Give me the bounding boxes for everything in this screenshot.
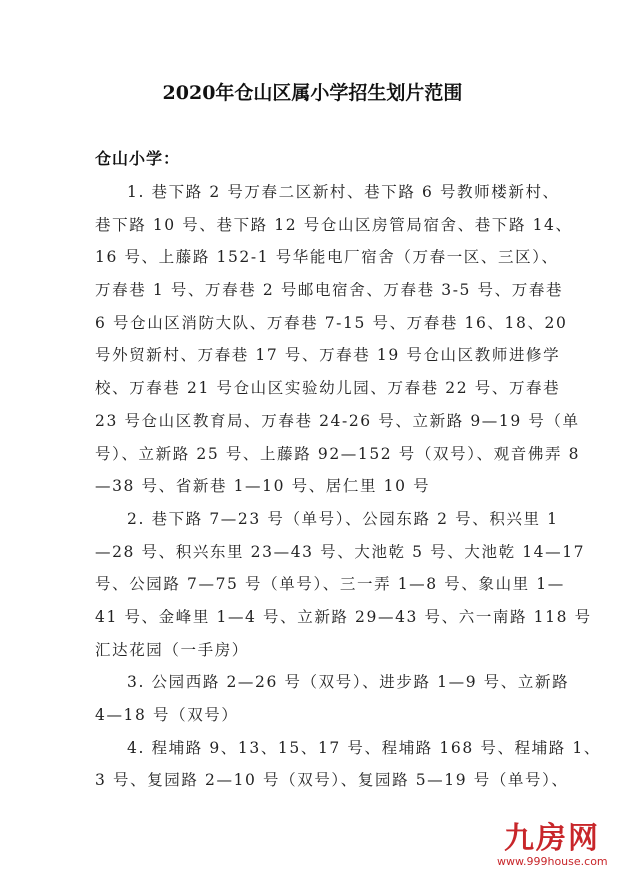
brand-url: www.999house.com (497, 855, 608, 868)
text-line: 巷下路 10 号、巷下路 12 号仓山区房管局宿舍、巷下路 14、 (95, 215, 573, 234)
text-line: 3. 公园西路 2—26 号（双号）、进步路 1—9 号、立新路 (127, 673, 570, 692)
document-body (95, 176, 601, 797)
text-line: 号）、立新路 25 号、上藤路 92—152 号（双号）、观音佛弄 8 (95, 444, 581, 463)
text-line: 校、万春巷 21 号仓山区实验幼儿园、万春巷 22 号、万春巷 (95, 379, 561, 398)
text-line: 2. 巷下路 7—23 号（单号）、公园东路 2 号、积兴里 1 (127, 509, 559, 528)
text-line: 4—18 号（双号） (95, 706, 239, 724)
text-line: 万春巷 1 号、万春巷 2 号邮电宿舍、万春巷 3-5 号、万春巷 (95, 281, 564, 300)
watermark-logo (497, 823, 607, 868)
text-line: 6 号仓山区消防大队、万春巷 7-15 号、万春巷 16、18、20 (95, 313, 568, 332)
text-line: 23 号仓山区教育局、万春巷 24-26 号、立新路 9—19 号（单 (95, 411, 580, 430)
text-line: 号、公园路 7—75 号（单号）、三一弄 1—8 号、象山里 1— (95, 575, 565, 594)
brand-logo-text: 九房网 (504, 821, 600, 856)
text-line: 4. 程埔路 9、13、15、17 号、程埔路 168 号、程埔路 1、 (127, 738, 601, 757)
text-line: 16 号、上藤路 152-1 号华能电厂宿舍（万春一区、三区）、 (95, 248, 559, 267)
text-line: 3 号、复园路 2—10 号（双号）、复园路 5—19 号（单号）、 (95, 771, 569, 790)
text-line: 号外贸新村、万春巷 17 号、万春巷 19 号仓山区教师进修学 (95, 346, 561, 365)
text-line: 1. 巷下路 2 号万春二区新村、巷下路 6 号教师楼新村、 (127, 183, 560, 201)
text-line: 汇达花园（一手房） (95, 640, 249, 659)
text-line: —28 号、积兴东里 23—43 号、大池乾 5 号、大池乾 14—17 (95, 542, 586, 561)
document-title: 2020年仓山区属小学招生划片范围 (162, 82, 463, 104)
section-heading: 仓山小学： (95, 149, 181, 168)
text-line: —38 号、省新巷 1—10 号、居仁里 10 号 (95, 477, 431, 496)
text-line: 41 号、金峰里 1—4 号、立新路 29—43 号、六一南路 118 号 (95, 607, 592, 626)
